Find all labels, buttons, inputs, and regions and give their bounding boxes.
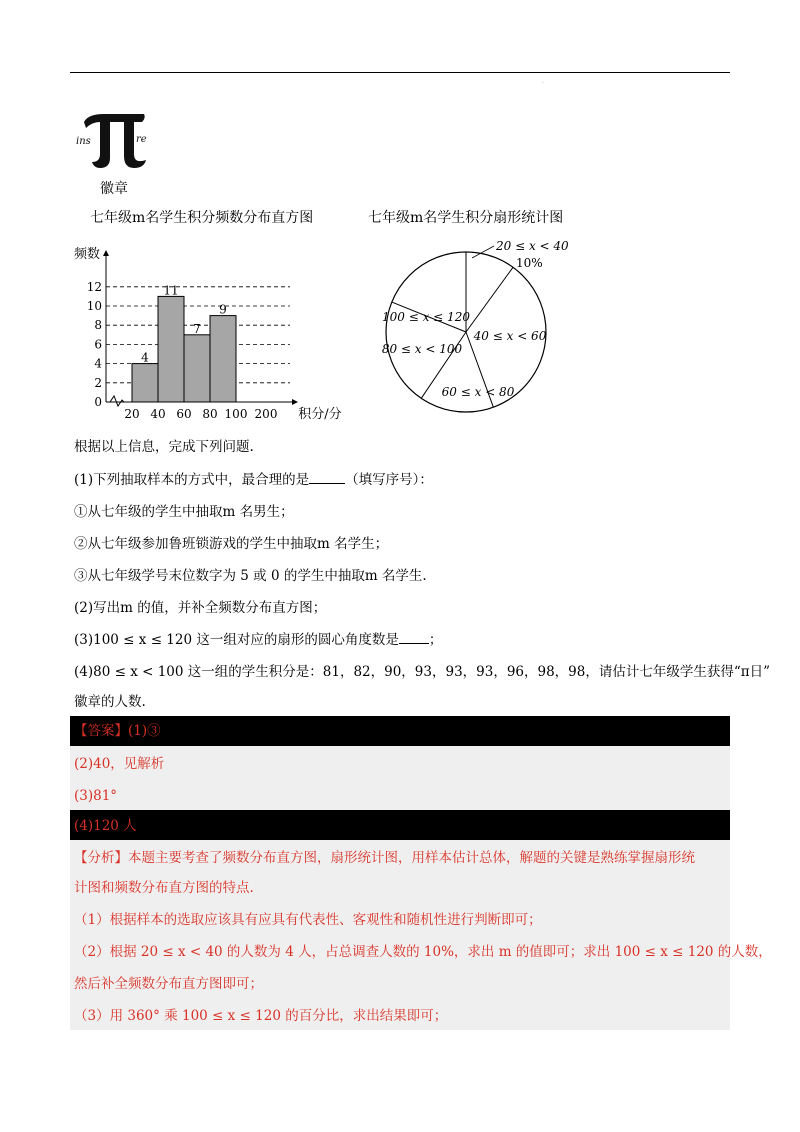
- pie-slice-label: 60 ≤ x < 80: [441, 385, 515, 399]
- badge-caption: 徽章: [100, 181, 128, 197]
- y-axis-label: 频数: [74, 247, 101, 262]
- answer-4: (4)120 人: [74, 818, 137, 834]
- answer-blank-3: [399, 631, 429, 644]
- question-3: [74, 630, 442, 650]
- pie-slice-label: 80 ≤ x < 100: [381, 342, 463, 356]
- axis-break-icon: [110, 396, 124, 406]
- answer-band-3: [70, 810, 730, 840]
- y-tick-label: 6: [94, 337, 102, 352]
- question-1-suffix: （填写序号）：: [345, 472, 433, 488]
- histogram-bar: [158, 296, 184, 402]
- pie-slice-label: 100 ≤ x ≤ 120: [382, 310, 470, 324]
- question-3-suffix: ；: [428, 632, 443, 648]
- pie-slice-label: 40 ≤ x < 60: [473, 329, 547, 343]
- header-rule: [70, 72, 730, 73]
- bar-data-label: 11: [163, 283, 179, 298]
- x-tick-label: 20: [124, 407, 140, 421]
- histogram-bar: [132, 364, 158, 402]
- logo-text-right: re: [136, 134, 147, 145]
- logo-text-left: ins: [76, 136, 91, 147]
- x-axis-arrow: [292, 399, 298, 405]
- x-tick-label: 200: [254, 407, 278, 421]
- x-tick-label: 80: [202, 407, 218, 421]
- header-dot: ·: [542, 80, 544, 87]
- y-tick-label: 4: [94, 356, 102, 371]
- analysis-line-6: （3）用 360° 乘 100 ≤ x ≤ 120 的百分比，求出结果即可；: [74, 1008, 448, 1024]
- answer-blank-1: [309, 471, 345, 484]
- question-2: (2)写出m 的值，并补全频数分布直方图；: [74, 600, 327, 616]
- answer-2: (2)40，见解析: [74, 756, 165, 772]
- option-3: ③从七年级学号末位数字为 5 或 0 的学生中抽取m 名学生.: [74, 568, 427, 584]
- answer-band-2: [70, 746, 730, 810]
- x-tick-label: 100: [224, 407, 248, 421]
- y-tick-label: 12: [86, 279, 102, 294]
- pie-chart: [378, 232, 578, 422]
- bar-data-label: 4: [141, 350, 149, 365]
- analysis-line-5: 然后补全频数分布直方图即可；: [74, 976, 263, 992]
- analysis-band: [70, 840, 730, 1030]
- pie-slice-label: 20 ≤ x < 40: [496, 239, 569, 253]
- question-1-text: (1)下列抽取样本的方式中，最合理的是: [74, 472, 310, 488]
- x-tick-label: 40: [150, 407, 166, 421]
- analysis-line-3: （1）根据样本的选取应该具有应具有代表性、客观性和随机性进行判断即可；: [74, 912, 542, 928]
- answer-3: (3)81°: [74, 788, 118, 804]
- histogram-bar: [184, 335, 210, 402]
- x-axis-label: 积分/分: [298, 407, 342, 422]
- analysis-line-2: 计图和频数分布直方图的特点.: [74, 880, 254, 896]
- histogram-title: 七年级m名学生积分频数分布直方图: [90, 210, 314, 226]
- analysis-line-4: （2）根据 20 ≤ x < 40 的人数为 4 人，占总调查人数的 10%，求出 m 的值即可；求出 100 ≤ x ≤ 120 的人数，: [74, 944, 772, 960]
- pie-percent-label: 10%: [516, 256, 543, 270]
- y-tick-label: 10: [86, 299, 102, 313]
- bar-data-label: 7: [193, 321, 201, 336]
- question-1: [74, 470, 433, 490]
- question-4-cont: 徽章的人数.: [74, 694, 146, 710]
- answer-1: 【答案】(1)③: [74, 723, 161, 739]
- y-axis-arrow: [103, 250, 109, 256]
- y-tick-label: 8: [94, 318, 102, 333]
- x-tick-label: 60: [176, 407, 192, 421]
- answer-band-1: [70, 716, 730, 746]
- y-tick-label: 2: [94, 375, 102, 390]
- question-3-text: (3)100 ≤ x ≤ 120 这一组对应的扇形的圆心角度数是: [74, 632, 399, 648]
- question-intro: 根据以上信息，完成下列问题.: [74, 439, 254, 455]
- bar-data-label: 9: [219, 302, 227, 317]
- option-2: ②从七年级参加鲁班锁游戏的学生中抽取m 名学生；: [74, 536, 389, 552]
- histogram-bar: [210, 316, 236, 402]
- analysis-line-1: 【分析】本题主要考查了频数分布直方图，扇形统计图，用样本估计总体，解题的关键是熟练掌握扇形统: [74, 850, 695, 866]
- pie-title: 七年级m名学生积分扇形统计图: [368, 210, 564, 226]
- option-1: ①从七年级的学生中抽取m 名男生；: [74, 504, 294, 520]
- pi-badge-logo: [74, 102, 154, 172]
- y-tick-label: 0: [94, 395, 102, 409]
- question-4: (4)80 ≤ x < 100 这一组的学生积分是：81，82，90，93，93，93，96，98，98，请估计七年级学生获得“π日”: [74, 664, 771, 680]
- histogram-chart: [68, 240, 368, 430]
